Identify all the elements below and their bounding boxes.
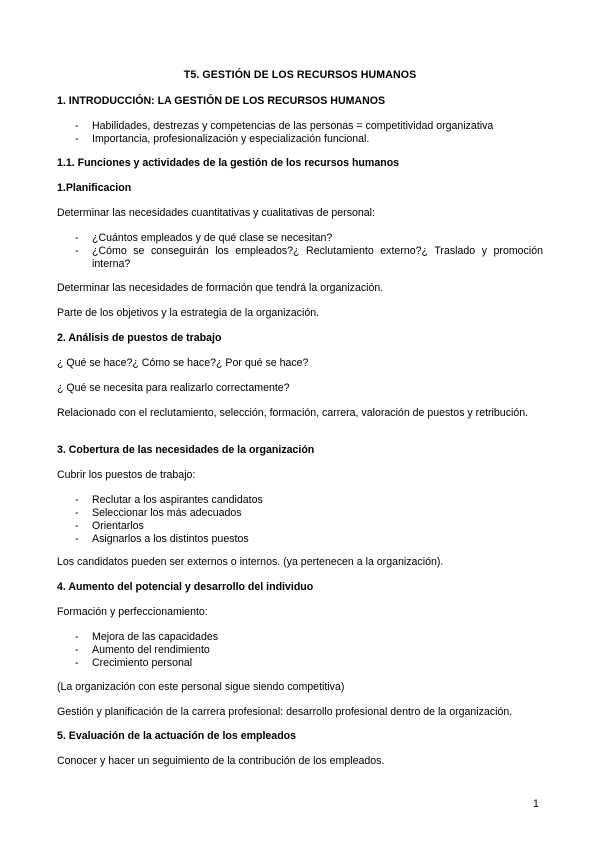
heading-introduccion: 1. INTRODUCCIÓN: LA GESTIÓN DE LOS RECURSOS HUMANOS bbox=[57, 95, 386, 107]
bullet-dash: - bbox=[75, 245, 79, 257]
list-item: - ¿Cuántos empleados y de qué clase se necesitan? bbox=[75, 232, 333, 244]
paragraph: Determinar las necesidades cuantitativas y cualitativas de personal: bbox=[57, 207, 375, 219]
paragraph: ¿ Qué se hace?¿ Cómo se hace?¿ Por qué se hace? bbox=[57, 357, 309, 369]
heading-evaluacion: 5. Evaluación de la actuación de los empleados bbox=[57, 730, 297, 742]
document-title: T5. GESTIÓN DE LOS RECURSOS HUMANOS bbox=[183, 69, 417, 81]
list-item: - Orientarlos bbox=[75, 520, 144, 532]
heading-funciones: 1.1. Funciones y actividades de la gestión de los recursos humanos bbox=[57, 157, 400, 169]
heading-cobertura: 3. Cobertura de las necesidades de la organización bbox=[57, 444, 315, 456]
paragraph: Determinar las necesidades de formación que tendrá la organización. bbox=[57, 282, 384, 294]
list-item: - ¿Cómo se conseguirán los empleados?¿ Reclutamiento externo?¿ Traslado y promoción interna? bbox=[75, 245, 543, 270]
paragraph: Gestión y planificación de la carrera profesional: desarrollo profesional dentro de la organización. bbox=[57, 706, 513, 718]
list-item: - Reclutar a los aspirantes candidatos bbox=[75, 494, 263, 506]
bullet-dash: - bbox=[75, 520, 79, 532]
list-introduccion bbox=[57, 120, 543, 146]
bullet-dash: - bbox=[75, 232, 79, 244]
heading-analisis: 2. Análisis de puestos de trabajo bbox=[57, 332, 222, 344]
page-number: 1 bbox=[533, 798, 539, 810]
list-item: - Habilidades, destrezas y competencias de las personas = competitividad organizativa bbox=[75, 120, 494, 132]
list-item: - Mejora de las capacidades bbox=[75, 631, 219, 643]
paragraph: (La organización con este personal sigue siendo competitiva) bbox=[57, 681, 345, 693]
list-cobertura bbox=[57, 494, 543, 546]
list-item: - Aumento del rendimiento bbox=[75, 644, 210, 656]
list-item: - Asignarlos a los distintos puestos bbox=[75, 533, 249, 545]
list-planificacion bbox=[57, 232, 543, 271]
list-item: - Seleccionar los más adecuados bbox=[75, 507, 242, 519]
bullet-dash: - bbox=[75, 507, 79, 519]
bullet-dash: - bbox=[75, 631, 79, 643]
bullet-dash: - bbox=[75, 494, 79, 506]
bullet-dash: - bbox=[75, 120, 79, 132]
heading-aumento: 4. Aumento del potencial y desarrollo del individuo bbox=[57, 581, 314, 593]
paragraph: ¿ Qué se necesita para realizarlo correctamente? bbox=[57, 382, 290, 394]
bullet-dash: - bbox=[75, 657, 79, 669]
heading-planificacion: 1.Planificacion bbox=[57, 182, 132, 194]
bullet-dash: - bbox=[75, 133, 79, 145]
list-item: - Importancia, profesionalización y especialización funcional. bbox=[75, 133, 370, 145]
paragraph: Formación y perfeccionamiento: bbox=[57, 606, 208, 618]
paragraph: Conocer y hacer un seguimiento de la contribución de los empleados. bbox=[57, 755, 385, 767]
paragraph: Los candidatos pueden ser externos o internos. (ya pertenecen a la organización). bbox=[57, 556, 444, 568]
bullet-dash: - bbox=[75, 533, 79, 545]
paragraph: Relacionado con el reclutamiento, selección, formación, carrera, valoración de puestos y retribución. bbox=[57, 407, 529, 419]
list-item: - Crecimiento personal bbox=[75, 657, 193, 669]
paragraph: Parte de los objetivos y la estrategia de la organización. bbox=[57, 307, 320, 319]
bullet-dash: - bbox=[75, 644, 79, 656]
paragraph: Cubrir los puestos de trabajo: bbox=[57, 469, 196, 481]
list-aumento bbox=[57, 631, 543, 670]
